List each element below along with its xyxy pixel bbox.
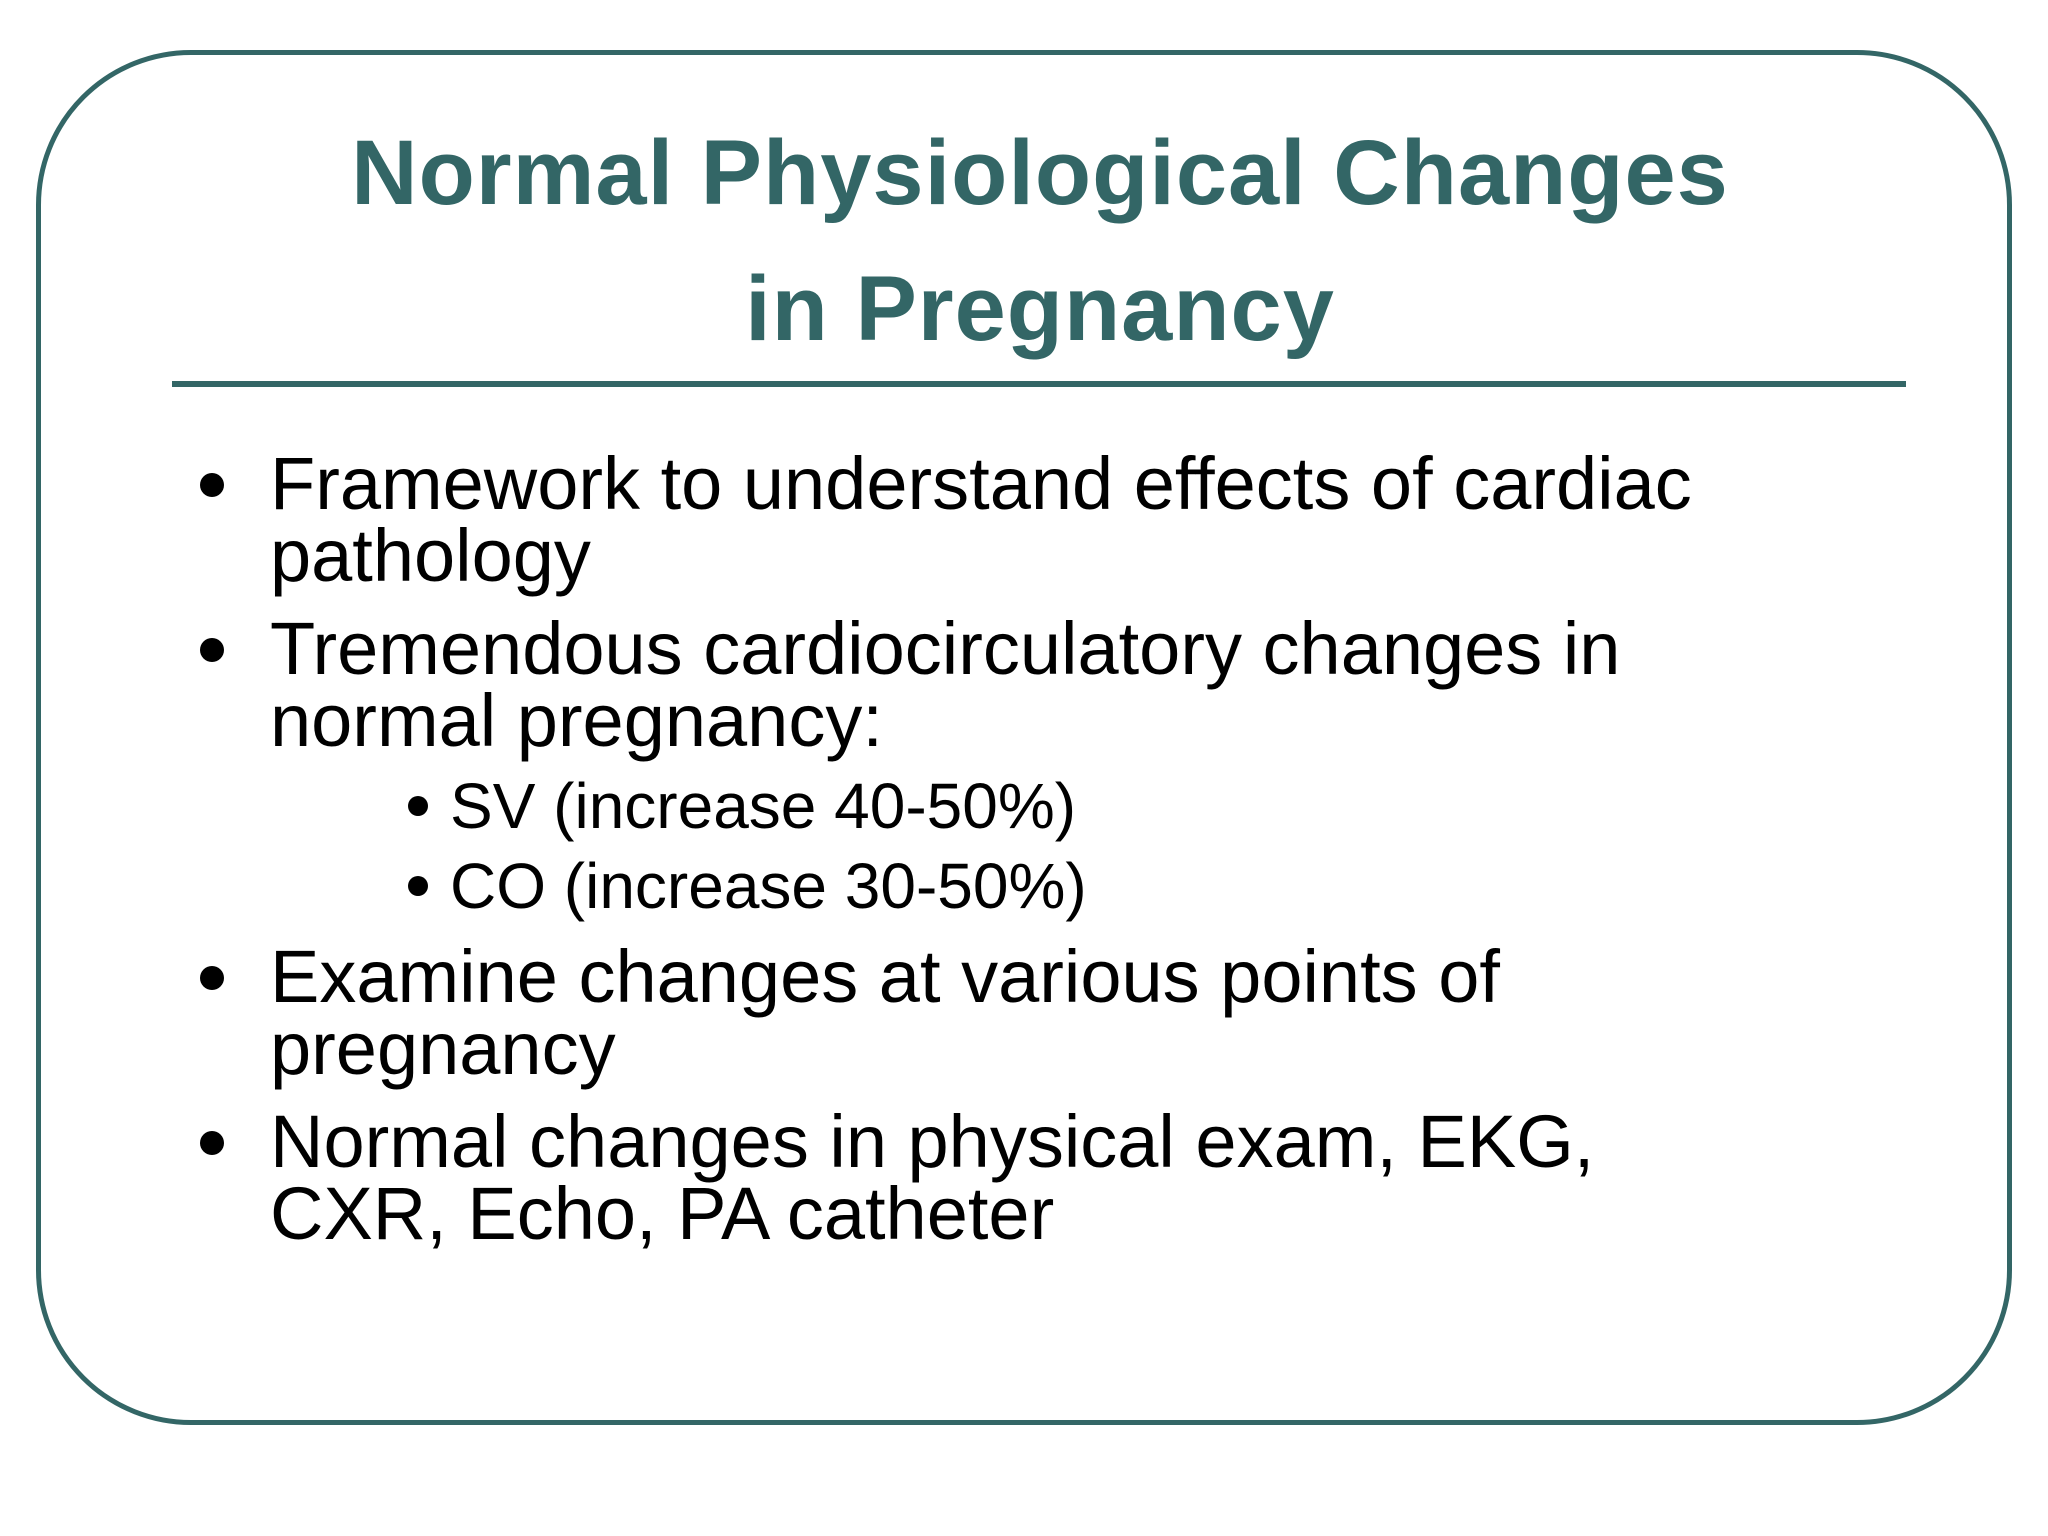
bullet-item-line: Framework to understand effects of cardiac — [270, 442, 1692, 525]
bullet-item-line: Normal changes in physical exam, EKG, — [270, 1100, 1595, 1183]
bullet-marker — [200, 1131, 224, 1155]
sub-bullet-item: SV (increase 40-50%) — [450, 770, 1077, 842]
bullet-item-line: pregnancy — [270, 1007, 616, 1090]
sub-bullet-marker — [408, 876, 428, 896]
bullet-marker — [200, 638, 224, 662]
bullet-item-line: CXR, Echo, PA catheter — [270, 1172, 1055, 1255]
bullet-item-line: Tremendous cardiocirculatory changes in — [270, 607, 1621, 690]
bullet-item-line: Examine changes at various points of — [270, 935, 1500, 1018]
slide-title-line-1: Normal Physiological Changes — [351, 122, 1729, 224]
bullet-item-line: normal pregnancy: — [270, 679, 883, 762]
sub-bullet-marker — [408, 796, 428, 816]
bullet-marker — [200, 473, 224, 497]
bullet-item-line: pathology — [270, 514, 591, 597]
slide-title-line-2: in Pregnancy — [745, 258, 1335, 360]
sub-bullet-item: CO (increase 30-50%) — [450, 850, 1087, 922]
bullet-marker — [200, 966, 224, 990]
